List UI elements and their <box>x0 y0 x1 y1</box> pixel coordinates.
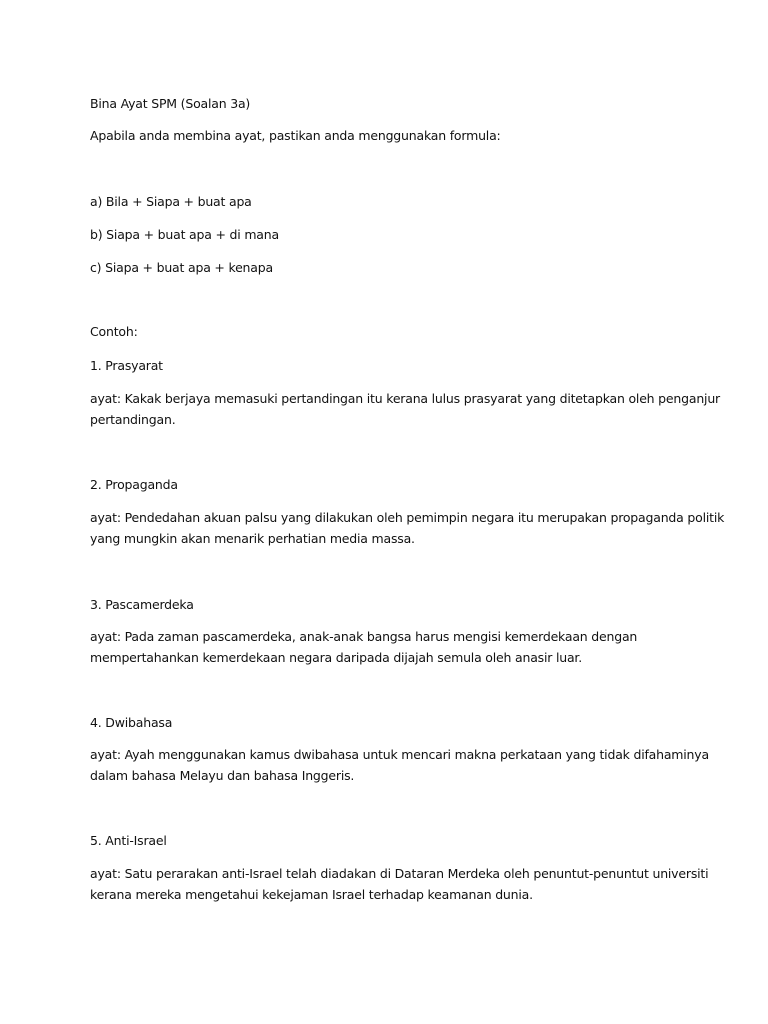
example-sentence-line: pertandingan. <box>90 412 176 427</box>
example-heading: 1. Prasyarat <box>90 358 163 373</box>
formula-item: a) Bila + Siapa + buat apa <box>90 194 252 209</box>
example-heading: 4. Dwibahasa <box>90 715 173 730</box>
example-sentence-line: yang mungkin akan menarik perhatian media massa. <box>90 531 415 546</box>
example-sentence-line: dalam bahasa Melayu dan bahasa Inggeris. <box>90 768 355 783</box>
formula-item: c) Siapa + buat apa + kenapa <box>90 260 273 275</box>
example-sentence-line: ayat: Ayah menggunakan kamus dwibahasa untuk mencari makna perkataan yang tidak difahaminya <box>90 747 709 762</box>
example-heading: 2. Propaganda <box>90 477 178 492</box>
document-title: Bina Ayat SPM (Soalan 3a) <box>90 96 251 111</box>
example-sentence-line: kerana mereka mengetahui kekejaman Israel terhadap keamanan dunia. <box>90 887 533 902</box>
example-sentence-line: ayat: Kakak berjaya memasuki pertandingan itu kerana lulus prasyarat yang ditetapkan oleh penganjur <box>90 391 720 406</box>
example-sentence-line: ayat: Satu perarakan anti-Israel telah diadakan di Dataran Merdeka oleh penuntut-penuntut universiti <box>90 866 709 881</box>
example-heading: 5. Anti-Israel <box>90 833 167 848</box>
formula-item: b) Siapa + buat apa + di mana <box>90 227 279 242</box>
example-sentence-line: ayat: Pada zaman pascamerdeka, anak-anak bangsa harus mengisi kemerdekaan dengan <box>90 629 638 644</box>
example-sentence-line: ayat: Pendedahan akuan palsu yang dilakukan oleh pemimpin negara itu merupakan propaganda politik <box>90 510 725 525</box>
examples-heading: Contoh: <box>90 324 138 339</box>
example-sentence-line: mempertahankan kemerdekaan negara daripada dijajah semula oleh anasir luar. <box>90 650 582 665</box>
intro-text: Apabila anda membina ayat, pastikan anda menggunakan formula: <box>90 128 501 143</box>
example-heading: 3. Pascamerdeka <box>90 597 194 612</box>
